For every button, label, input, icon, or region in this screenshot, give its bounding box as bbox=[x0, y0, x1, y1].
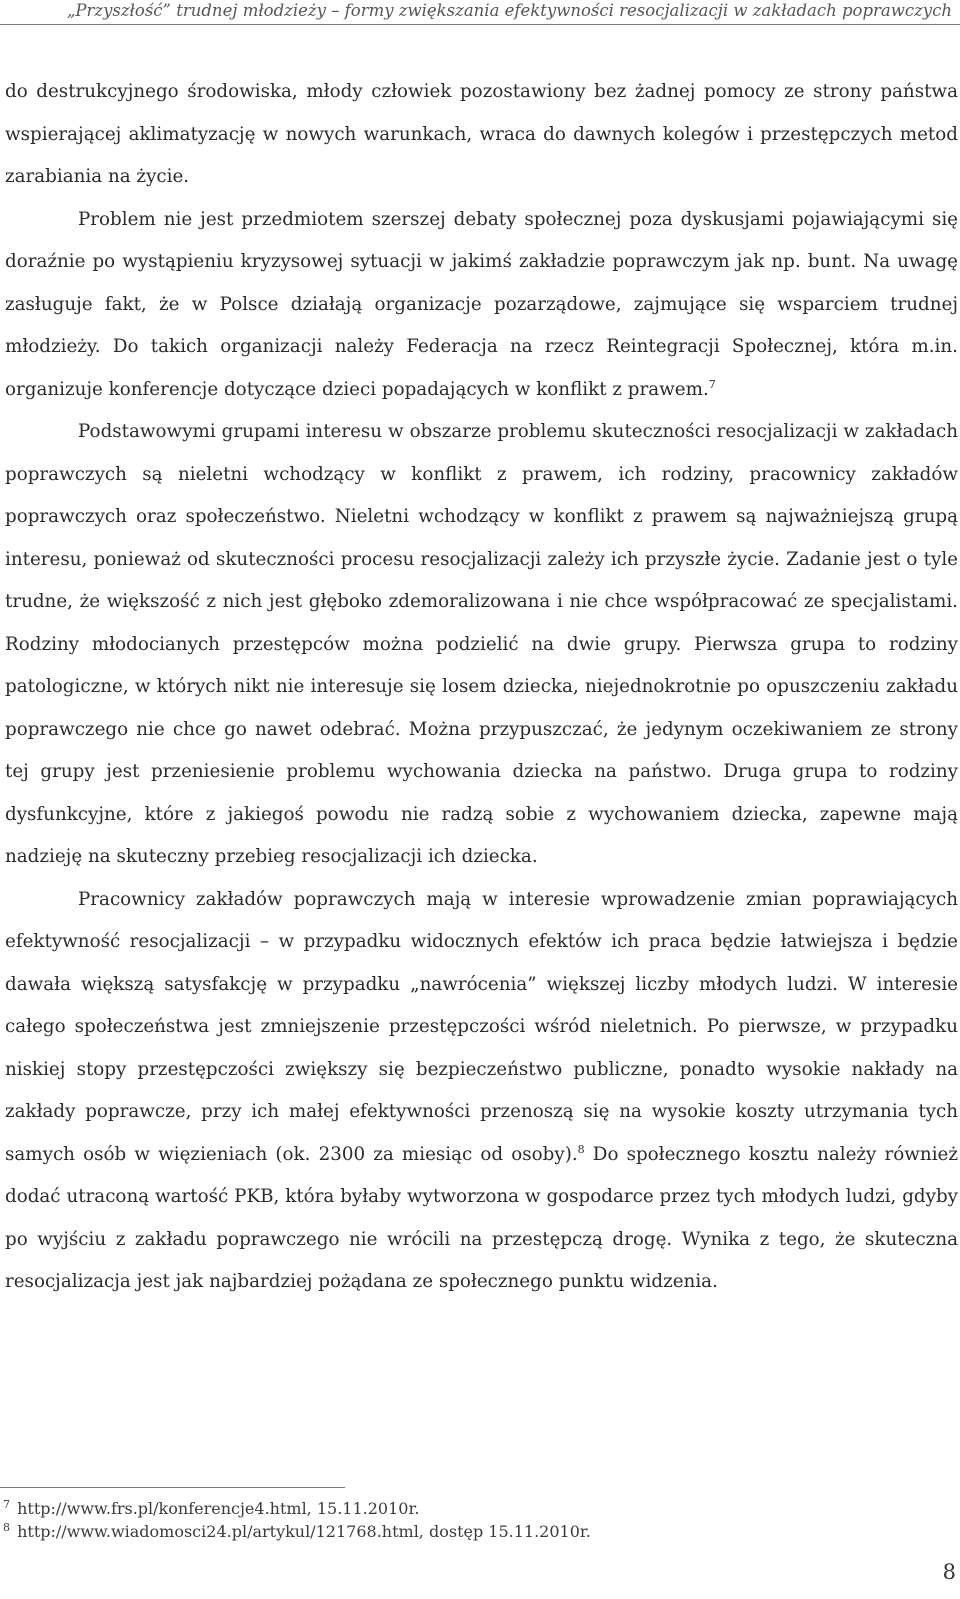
running-header: „Przyszłość” trudnej młodzieży – formy zwiększania efektywności resocjalizacji w zakładach poprawczych bbox=[66, 1, 952, 20]
paragraph bbox=[5, 71, 958, 199]
footnote bbox=[3, 1497, 903, 1520]
paragraph-text: Podstawowymi grupami interesu w obszarze problemu skuteczności resocjalizacji w zakładach poprawczych są nieletni wchodzący w konflikt z prawem, ich rodziny, pracownicy zakładów poprawczych oraz społeczeństwo. Nieletni wchodzący w konflikt z prawem są najważniejszą grupą interesu, ponieważ od skuteczności procesu resocjalizacji zależy ich przyszłe życie. Zadanie jest o tyle trudne, że większość z nich jest głęboko zdemoralizowana i nie chce współpracować ze specjalistami. Rodziny młodocianych przestępców można podzielić na dwie grupy. Pierwsza grupa to rodziny patologiczne, w których nikt nie interesuje się losem dziecka, niejednokrotnie po opuszczeniu zakładu poprawczego nie chce go nawet odebrać. Można przypuszczać, że jedynym oczekiwaniem ze strony tej grupy jest przeniesienie problemu wychowania dziecka na państwo. Druga grupa to rodziny dysfunkcyjne, które z jakiegoś powodu nie radzą sobie z wychowaniem dziecka, zapewne mają nadzieję na skuteczny przebieg resocjalizacji ich dziecka. bbox=[5, 421, 958, 867]
footnote-number: 7 bbox=[3, 1497, 10, 1511]
page-number: 8 bbox=[942, 1560, 956, 1584]
footnote-link[interactable]: http://www.frs.pl/konferencje4.html, 15.11.2010r. bbox=[12, 1499, 420, 1518]
body-text bbox=[5, 71, 958, 1304]
footnotes bbox=[3, 1497, 903, 1543]
footnote-divider bbox=[0, 1487, 345, 1488]
paragraph bbox=[5, 411, 958, 879]
footnote-number: 8 bbox=[3, 1520, 10, 1534]
paragraph-text: do destrukcyjnego środowiska, młody człowiek pozostawiony bez żadnej pomocy ze strony państwa wspierającej aklimatyzację w nowych warunkach, wraca do dawnych kolegów i przestępczych metod zarabiania na życie. bbox=[5, 81, 958, 187]
footnote-reference[interactable]: 8 bbox=[577, 1142, 585, 1156]
paragraph-text: Do społecznego kosztu należy również dodać utraconą wartość PKB, która byłaby wytworzona w gospodarce przez tych młodych ludzi, gdyby po wyjściu z zakładu poprawczego nie wrócili na przestępczą drogę. Wynika z tego, że skuteczna resocjalizacja jest jak najbardziej pożądana ze społecznego punktu widzenia. bbox=[5, 1143, 958, 1292]
paragraph bbox=[5, 199, 958, 412]
paragraph bbox=[5, 879, 958, 1304]
header-divider bbox=[0, 24, 960, 25]
footnote bbox=[3, 1520, 903, 1543]
footnote-link[interactable]: http://www.wiadomosci24.pl/artykul/121768.html, dostęp 15.11.2010r. bbox=[12, 1522, 591, 1541]
footnote-reference[interactable]: 7 bbox=[708, 377, 716, 391]
paragraph-text: Pracownicy zakładów poprawczych mają w interesie wprowadzenie zmian poprawiających efektywność resocjalizacji – w przypadku widocznych efektów ich praca będzie łatwiejsza i będzie dawała większą satysfakcję w przypadku „nawrócenia” większej liczby młodych ludzi. W interesie całego społeczeństwa jest zmniejszenie przestępczości wśród nieletnich. Po pierwsze, w przypadku niskiej stopy przestępczości zwiększy się bezpieczeństwo publiczne, ponadto wysokie nakłady na zakłady poprawcze, przy ich małej efektywności przenoszą się na wysokie koszty utrzymania tych samych osób w więzieniach (ok. 2300 za miesiąc od osoby). bbox=[5, 888, 958, 1165]
paragraph-text: Problem nie jest przedmiotem szerszej debaty społecznej poza dyskusjami pojawiającymi się doraźnie po wystąpieniu kryzysowej sytuacji w jakimś zakładzie poprawczym jak np. bunt. Na uwagę zasługuje fakt, że w Polsce działają organizacje pozarządowe, zajmujące się wsparciem trudnej młodzieży. Do takich organizacji należy Federacja na rzecz Reintegracji Społecznej, która m.in. organizuje konferencje dotyczące dzieci popadających w konflikt z prawem. bbox=[5, 208, 958, 400]
